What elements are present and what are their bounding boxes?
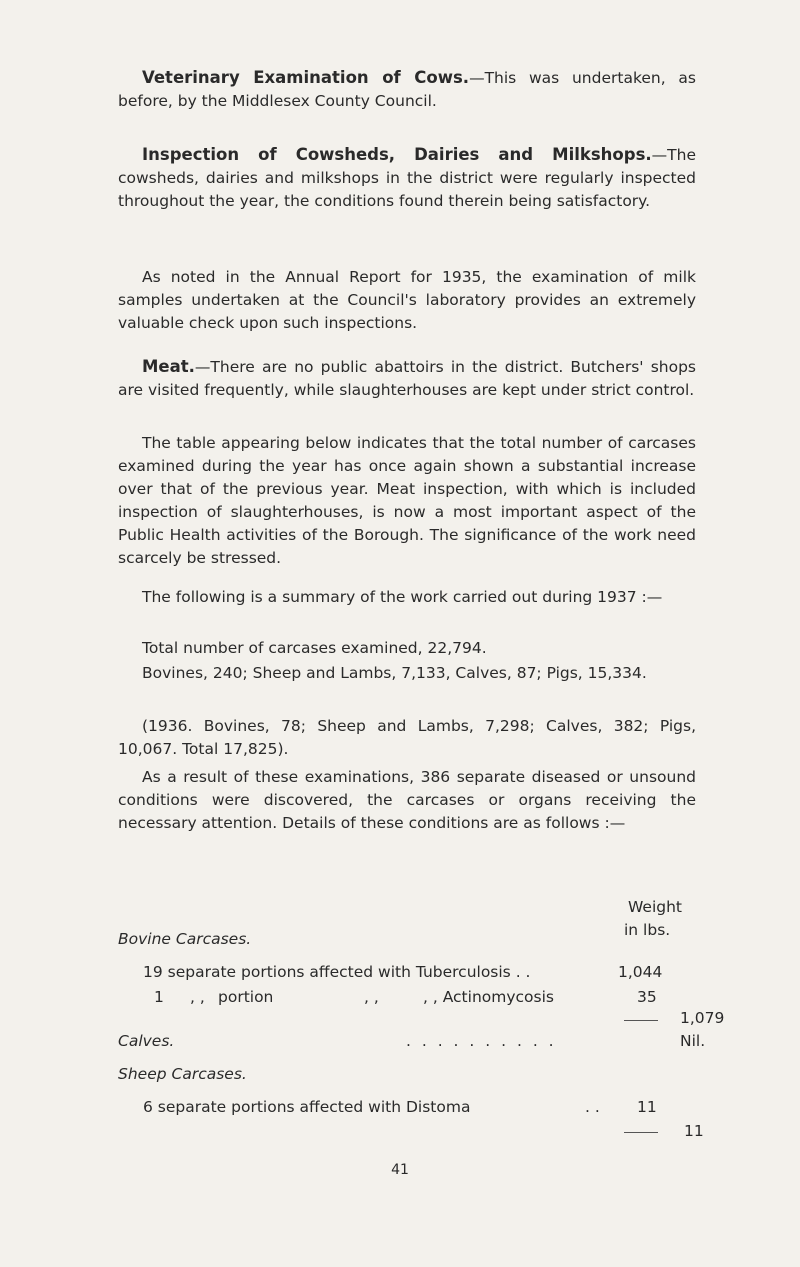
- sheep-total: 11: [684, 1122, 704, 1140]
- inspection-heading: Inspection of Cowsheds, Dairies and Milkshops.: [142, 145, 652, 164]
- summary-intro-text: The following is a summary of the work carried out during 1937 :—: [142, 588, 663, 606]
- page-number: 41: [391, 1162, 409, 1178]
- calves-dots: . . . . . . . . . .: [406, 1032, 557, 1050]
- sheep-title: Sheep Carcases.: [118, 1065, 247, 1083]
- meat-paragraph-2: [118, 432, 696, 570]
- inspection-paragraph: [118, 143, 696, 213]
- previous-year: [118, 715, 696, 761]
- calves-value: Nil.: [680, 1032, 706, 1050]
- bovine-title: Bovine Carcases.: [118, 930, 252, 948]
- meat-text-2: The table appearing below indicates that the total number of carcases examined during the year has once again shown a substantial increase over that of the previous year. Meat inspection, with which is included inspection of slaughterhouses, is now a most important aspect of the Public Health activities of the Borough. The significance of the work need scarcely be stressed.: [118, 434, 696, 567]
- sheep-subtotal-rule: [624, 1132, 658, 1133]
- sheep-row-dots: . .: [585, 1098, 600, 1116]
- bovine-row2-count: 1: [154, 988, 164, 1006]
- inspection-text-2: As noted in the Annual Report for 1935, the examination of milk samples undertaken at the Council's laboratory provides an extremely valuable check upon such inspections.: [118, 268, 696, 332]
- bovine-row2-ditto-1: , ,: [190, 988, 205, 1006]
- meat-paragraph: [118, 355, 696, 402]
- inspection-paragraph-2: [118, 266, 696, 335]
- calves-label: Calves.: [118, 1032, 175, 1050]
- bovine-total: 1,079: [680, 1009, 725, 1027]
- bovine-row2-disease: , , Actinomycosis: [423, 988, 554, 1006]
- bovine-row2-value: 35: [637, 988, 657, 1006]
- sheep-row-value: 11: [637, 1098, 657, 1116]
- previous-year-text: (1936. Bovines, 78; Sheep and Lambs, 7,298; Calves, 382; Pigs, 10,067. Total 17,825).: [118, 717, 696, 758]
- result-text: As a result of these examinations, 386 separate diseased or unsound conditions were discovered, the carcases or organs receiving the necessary attention. Details of these conditions are as follows :—: [118, 768, 696, 832]
- summary-intro: [118, 586, 696, 609]
- bovine-row2-ditto-2: , ,: [364, 988, 379, 1006]
- bovine-row1-label: 19 separate portions affected with Tuberculosis . .: [143, 963, 531, 981]
- weight-header-1: Weight: [628, 898, 683, 916]
- weight-header-2: in lbs.: [624, 921, 671, 939]
- veterinary-heading: Veterinary Examination of Cows.: [142, 68, 470, 87]
- result-paragraph: [118, 766, 696, 835]
- veterinary-paragraph: [118, 66, 696, 113]
- total-carcases: [118, 637, 696, 660]
- total-carcases-text: Total number of carcases examined, 22,794.: [142, 639, 487, 657]
- sheep-row-label: 6 separate portions affected with Distoma: [143, 1098, 471, 1116]
- bovine-subtotal-rule: [624, 1020, 658, 1021]
- meat-heading: Meat.: [142, 357, 195, 376]
- carcase-breakdown-text: Bovines, 240; Sheep and Lambs, 7,133, Calves, 87; Pigs, 15,334.: [142, 664, 647, 682]
- carcase-breakdown: [118, 662, 696, 685]
- veterinary-text: —This was undertaken, as before, by the Middlesex County Council.: [118, 69, 696, 110]
- bovine-row2-portion: portion: [218, 988, 274, 1006]
- meat-text: —There are no public abattoirs in the district. Butchers' shops are visited frequently, while slaughterhouses are kept under strict control.: [118, 358, 696, 399]
- inspection-text: —The cowsheds, dairies and milkshops in the district were regularly inspected throughout the year, the conditions found therein being satisfactory.: [118, 146, 696, 210]
- bovine-row1-value: 1,044: [618, 963, 663, 981]
